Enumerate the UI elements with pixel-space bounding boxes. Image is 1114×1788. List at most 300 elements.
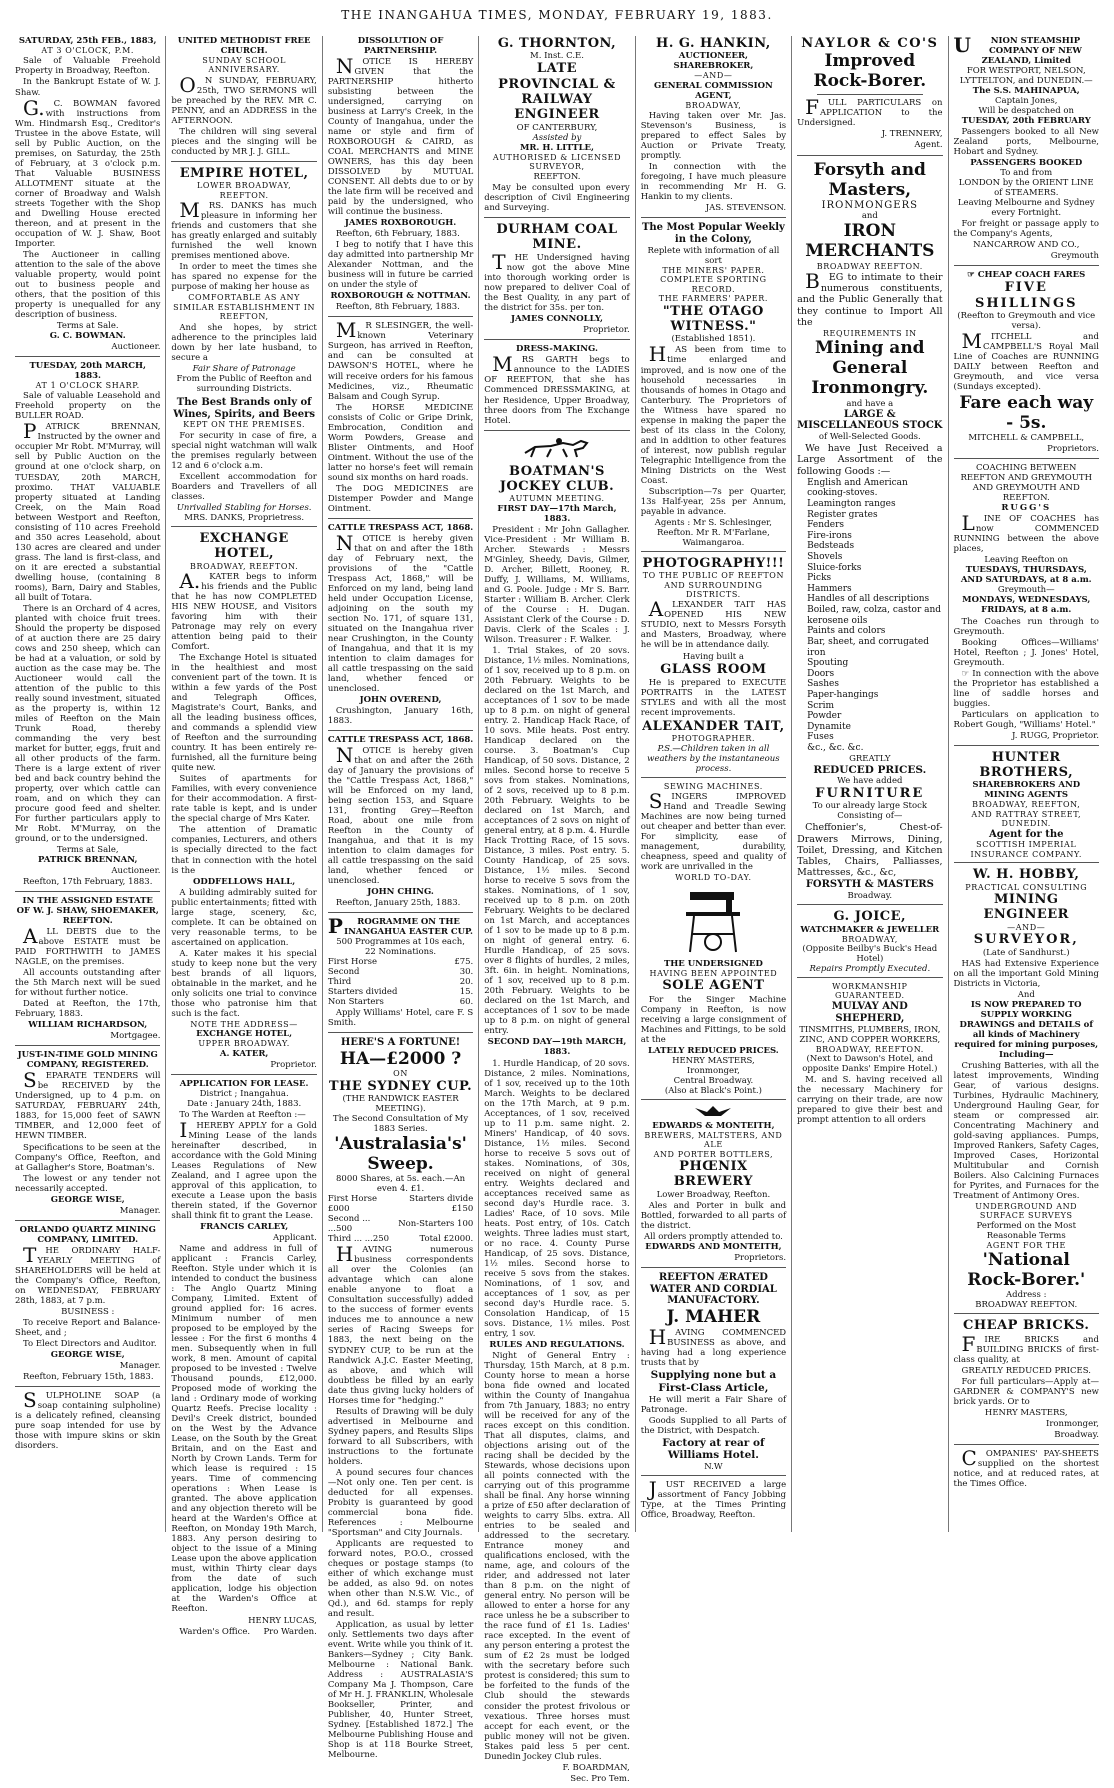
advert-union-steamship <box>953 33 1099 266</box>
notice-opposite: (Opposite Beilby's Buck's Head Hotel) <box>802 943 938 964</box>
phoenix-emblem-icon <box>693 1104 733 1118</box>
prize-value: Total £2000. <box>419 1234 474 1245</box>
list-item: English and American cooking-stoves. <box>807 477 908 499</box>
notice-body-2: The children will sing several pieces and the singing will be conducted by MR J. J. GILL. <box>171 126 317 158</box>
notice-days: TUESDAYS, THURSDAYS, AND SATURDAYS, at 8 a.m. <box>960 565 1092 586</box>
notice-body-2: For full particulars—Apply at— GARDNER & COMPANY'S new brick yards. Or to <box>953 1376 1099 1407</box>
column-3 <box>323 36 479 1761</box>
advert-hobby-engineer <box>954 867 1099 1314</box>
advert-exchange-hotel <box>171 531 316 1075</box>
notice-leave: Leaving Melbourne and Sydney every Fortnight. <box>957 198 1095 219</box>
notice-body-4: Applicants are requested to forward notes, P.O.O., crossed cheques or postage stamps (to either of which exchange must be added, as also 9d. on notes when other than N.S.W. Vic., of Qd.), and 6d. stamps for reply and result. <box>327 1538 474 1619</box>
notice-title: UNION STEAMSHIP COMPANY OF NEW ZEALAND, Limited <box>953 33 1082 67</box>
sale-subtitle: Sale of valuable Leasehold and Freehold property on the BULLER ROAD. <box>15 391 161 422</box>
table-row <box>328 1194 473 1214</box>
prize-value: 60. <box>459 997 474 1008</box>
notice-brewery: PHŒNIX BREWERY <box>673 1158 754 1190</box>
prize-label: First Horse £000 <box>327 1194 377 1215</box>
prize-label: Starters divided <box>327 987 398 998</box>
notice-furniture: FURNITURE <box>815 786 925 802</box>
notice-title: BOATMAN'S JOCKEY CLUB. <box>499 463 615 494</box>
notice-title: EXCHANGE HOTEL, <box>199 530 289 562</box>
sale-date: TUESDAY, 20th MARCH, 1883. <box>29 360 146 381</box>
notice-signature: GEORGE WISE, <box>50 1349 125 1360</box>
prize-label: Third <box>327 977 352 988</box>
notice-signature: JAS. STEVENSON. <box>705 203 787 214</box>
notice-note: NOTE THE ADDRESS— <box>190 1019 298 1029</box>
notice-address: BROADWAY, <box>841 934 898 944</box>
notice-dateline: Crushington, January 16th, 1883. <box>327 706 474 727</box>
notice-district: District ; Inangahua. <box>199 1088 289 1099</box>
notice-body-4-text: In connection with the above the Proprietor has established a line of saddle horses and buggies. <box>953 668 1099 709</box>
notice-days-2: MONDAYS, WEDNESDAYS, FRIDAYS, at 8 a.m. <box>962 595 1091 616</box>
notice-title: APPLICATION FOR LEASE. <box>179 1078 309 1089</box>
advert-methodist-church <box>171 36 316 162</box>
notice-requirements: REQUIREMENTS IN <box>822 328 917 338</box>
notice-amount: HA—£2000 ? <box>339 1049 462 1070</box>
advert-lease-application <box>171 1079 316 1641</box>
advert-mulvay-shepherd <box>797 982 942 1129</box>
notice-route: FOR WESTPORT, NELSON, LYTTELTON, and DUNEDIN.— <box>959 66 1093 87</box>
notice-role-2: GENERAL COMMISSION AGENT, <box>654 80 773 101</box>
list-item: Fenders <box>807 520 844 531</box>
brands-body: For security in case of fire, a special night watchman will walk the premises regularly between 12 and 6 o'clock a.m. <box>171 430 317 471</box>
notice-surveys: UNDERGROUND AND SURFACE SURVEYS <box>975 1201 1078 1221</box>
notice-signature: J. RUGG, Proprietor. <box>1012 730 1099 741</box>
column-4 <box>479 36 635 1784</box>
notice-signature-address: Broadway. <box>1054 1429 1099 1440</box>
notice-freight: For freight or passage apply to the Company's Agents, <box>953 219 1099 240</box>
notice-and: —AND— <box>1007 922 1046 932</box>
notice-sole-agent: SOLE AGENT <box>662 978 765 994</box>
notice-iron-merchants: IRON MERCHANTS <box>805 221 935 262</box>
advert-forsyth-masters <box>797 160 942 906</box>
notice-body: SULPHOLINE SOAP (a soap containing sulpholine) is a delicately refined, cleansing pure soap intended for use by those with impure skins or skin disorders. <box>15 1387 161 1451</box>
table-row <box>328 967 473 977</box>
notice-town: REEFTON. <box>533 171 581 182</box>
notice-signature: A. KATER, <box>219 1048 269 1059</box>
list-item: Hammers <box>807 583 852 594</box>
notice-body-3: To Elect Directors and Auditor. <box>23 1338 157 1349</box>
notice-address-2: AND RATTRAY STREET, DUNEDIN. <box>971 809 1082 829</box>
advert-jockey-club <box>484 435 629 1788</box>
notice-signature-role: Applicant. <box>272 1232 317 1243</box>
list-item: Fuses <box>807 732 834 743</box>
notice-title: EDWARDS & MONTEITH, <box>652 1120 775 1131</box>
notice-reduced: GREATLY REDUCED PRICES. <box>961 1365 1091 1376</box>
notice-signature: HENRY MASTERS, <box>672 1055 755 1066</box>
notice-agents: NANCARROW AND CO., <box>973 240 1080 251</box>
notice-body: May be consulted upon every description of Civil Engineering and Surveying. <box>484 182 630 213</box>
sale-dateline: Reefton, 17th February, 1883. <box>23 877 153 888</box>
notice-body: A.KATER begs to inform his friends and the Public that he has now COMPLETED HIS NEW HOUSE, and Visitors favoring him with their Patronage may rely on every attention being paid to their Comfort. <box>171 569 317 653</box>
notice-title: JUST-IN-TIME GOLD MINING COMPANY, REGISTERED. <box>17 1050 158 1071</box>
sewing-machine-icon <box>678 886 748 956</box>
prize-label: First Horse <box>327 957 377 968</box>
newspaper-header: THE INANGAHUA TIMES, MONDAY, FEBRUARY 19, 1883. <box>341 8 773 22</box>
notice-captain: Captain Jones, <box>995 96 1058 107</box>
notice-prices: LATELY REDUCED PRICES. <box>648 1045 779 1056</box>
notice-assistant: MR. H. LITTLE, <box>519 142 594 153</box>
notice-title: EMPIRE HOTEL, <box>179 166 309 182</box>
brands-signature: MRS. DANKS, Proprietress. <box>184 512 305 523</box>
notice-late: (Late of Sandhurst.) <box>982 947 1070 958</box>
column-1 <box>10 36 166 1532</box>
notice-title: PROGRAMME ON THE INANGAHUA EASTER CUP. <box>327 914 474 939</box>
notice-signature-role: Proprietors. <box>1047 444 1099 455</box>
sale-signature: G. C. BOWMAN. <box>49 330 126 341</box>
notice-also: (Also at Black's Point.) <box>664 1085 762 1096</box>
notice-signature-role: Proprietor. <box>583 325 630 336</box>
notice-nominations: 22 Nominations. <box>364 947 437 958</box>
notice-body-4 <box>954 669 1099 709</box>
notice-body: IHEREBY APPLY for a Gold Mining Lease of the lands hereinafter described, in accordance with the Gold Mining Leases Regulations of New Zealand, and I agree upon the approval of this application, to execute a Lease upon the basis therein stated, if the Governor shall think fit to grant the Lease. <box>171 1117 317 1221</box>
notice-appointed: HAVING BEEN APPOINTED <box>649 968 778 978</box>
notice-product: 'National Rock-Borer.' <box>967 1250 1086 1291</box>
list-item: Powder <box>807 711 842 722</box>
notice-day-2: SECOND DAY—19th MARCH, 1883. <box>487 1037 627 1058</box>
notice-body: FIRE BRICKS and BUILDING BRICKS of first-class quality, at <box>953 1331 1099 1365</box>
advert-sydney-cup-sweep <box>328 1037 473 1764</box>
prize-label: Second <box>327 967 360 978</box>
notice-greatly: GREATLY <box>849 753 891 764</box>
notice-body-2: All accounts outstanding after the 5th March next will be sued for without further notice. <box>15 968 161 999</box>
notice-to: To and from <box>1000 168 1053 179</box>
advert-pay-sheets <box>953 1445 1099 1493</box>
notice-title: DURHAM COAL MINE. <box>496 221 618 252</box>
notice-body: ALEXANDER TAIT HAS OPENED HIS NEW STUDIO, next to Messrs Forsyth and Masters, Broadway, where he will be in attendance daily. <box>640 597 787 651</box>
advert-cattle-trespass-1 <box>328 523 473 731</box>
notice-body-3: Crushing Batteries, with all the latest improvements, Winding Gear, of various designs. Turbines, Hydraulic Machinery, Underground Hauling Gear, for steam or compressed air. Concentrating Machinery and gold-saving appliances. Pumps, Improved Rankers, Safety Cages, Improved Cases, Horizontal Multitubular and Cornish Boilers. Also Calcining Furnaces for Pyrites, and Furnaces for the Treatment of Antimony Ores. <box>953 1060 1099 1201</box>
notice-body-5: Application, as usual by letter only. Settlements two days after event. Write while you think of it. Bankers—Sydney ; City Bank. Melbourne : National Bank. Address : AUSTRALASIA'S Company Ma J. Thompson, Care of Mr H. J. FRANKLIN, Wholesale Bookseller, Printer, and Publisher, 40, Hunter Street, Sydney. [Established 1872.] The Melbourne Publishing House and Shop is at 118 Bourke Street, Melbourne. <box>327 1619 474 1761</box>
advert-dissolution <box>328 36 473 317</box>
column-2 <box>166 36 322 1637</box>
notice-title: SEWING MACHINES. <box>663 781 763 791</box>
notice-body-5: Fair Share of Patronage <box>192 363 296 374</box>
advert-thornton-engineer <box>484 36 629 218</box>
notice-product: Improved Rock-Borer. <box>813 51 927 92</box>
notice-body: COMPANIES' PAY-SHEETS supplied on the shortest notice, and at reduced rates, at the Times Office. <box>953 1445 1099 1489</box>
notice-town: Greymouth <box>1050 251 1099 262</box>
notice-body: HAS been from time to time enlarged and improved, and is now one of the household necessaries in thousands of homes in Otago and Canterbury. The Proprietors of the Witness have spared no expense in making the paper the best of its class in the Colony, and in addition to other features of interest, now publish regular Telegraphic Intelligence from the Mining Districts on the West Coast. <box>640 342 787 486</box>
notice-title: G. THORNTON, <box>497 36 617 51</box>
notice-signature: FRANCIS CARLEY, <box>200 1221 289 1232</box>
sale-time: AT 1 O'CLOCK SHARP. <box>35 380 140 390</box>
office-name: Warden's Office. <box>179 1626 251 1637</box>
notice-paper-name: "THE OTAGO WITNESS." <box>662 303 764 335</box>
notice-body-6: A. Kater makes it his special study to keep none but the very best brands of all liquors, obtainable in the market, and he only solicits one trial to convince those who patronise him that such is the fact. <box>171 948 317 1019</box>
notice-body-2: Having built a <box>682 651 744 662</box>
table-row <box>328 987 473 997</box>
table-row <box>328 997 473 1007</box>
prize-table <box>328 1194 473 1244</box>
notice-body: MRS. DANKS has much pleasure in informing her friends and customers that she has greatly enlarged and suitably furnished the well known premises mentioned above. <box>171 198 317 262</box>
list-item: Paper-hangings <box>807 689 879 700</box>
notice-races-2: 1. Hurdle Handicap, of 20 sovs. Distance, 2 miles. Nominations, of 1 sov, received up to the 10th March. Weights to be declared on the 17th March, at 9 p.m. Acceptances, of 1 sov, received up to 11 p.m. same night. 2. Miners' Handicap, of 40 sovs. Distance, 1½ miles. Second horse to receive 5 sovs out of stakes. Nominations, of 30s, received on night of general entry. Weights declared and acceptances received same as second day's Hurdle race. 3. Ladies' Race, of 10 sovs. Mile heats. Post entry, of 10s. Catch weights. Three ladies must start, or no race. 4. County Purse Handicap, of 25 sovs. Distance, 1½ miles. Second horse to receive 5 sovs from the stakes. Nominations, of 1 sov, and acceptances of 1 sov, as per second day's Hurdle race. 5. Consolation Handicap, of 15 sovs. Distance, 1½ miles. Post entry, 1 sov. <box>484 1058 630 1339</box>
notice-body-2: I beg to notify that I have this day admitted into partnership Mr Alexander Nottman, and the business will in future be carried on under the style of <box>327 240 474 291</box>
notice-subtitle: (THE RANDWICK EASTER MEETING). <box>342 1094 459 1115</box>
notice-and: —AND— <box>694 71 733 81</box>
notice-title: H. G. HANKIN, <box>656 36 771 51</box>
notice-body: Ales and Porter in bulk and Bottled, forwarded to all parts of the district. <box>640 1200 787 1231</box>
notice-dateline-2: Reefton, 8th February, 1883. <box>335 302 460 313</box>
notice-body: M. and S. having received all the necessary Machinery for carrying on their trade, are now prepared to give their best and prompt attention to all orders <box>797 1075 943 1126</box>
list-item: Scrim <box>807 700 835 711</box>
notice-reduced: REDUCED PRICES. <box>813 763 927 776</box>
notice-body: BEG to intimate to their numerous constituents, and the Public Generally that they continue to Import All the <box>797 268 943 328</box>
advert-dressmaking <box>484 344 629 430</box>
notice-body-3: Booking Offices—Williams' Hotel, Reefton ; J. Jones' Hotel, Greymouth. <box>953 637 1099 668</box>
list-item: Dynamite <box>807 721 851 732</box>
brands-body-2: Excellent accommodation for Boarders and Travellers of all classes. <box>171 471 317 502</box>
notice-body-2: He will merit a Fair Share of Patronage. <box>640 1395 787 1416</box>
notice-body: NOTICE is hereby given that on and after the 26th day of January the provisions of the "Cattle Trespass Act, 1868," will be Enforced on my land, being section 153, and Square 131, fronting Grey—Reefton Road, about one mile from Reefton in the County of Inangahua, and that it is my intention to claim damages for all cattle trespassing on the said land, whether fenced or unenclosed. <box>327 743 474 887</box>
notice-and-2: And <box>1017 989 1035 1000</box>
notice-title: CHEAP BRICKS. <box>963 1318 1090 1334</box>
furniture-list: Cheffonier's, Chest-of-Drawers Mirrows, Dining, Toilet, Dressing, and Kitchen Tables, Chairs, Palliasses, Mattresses, &c., &c, <box>797 822 943 879</box>
notice-signature-role: Proprietor. <box>270 1059 317 1070</box>
notice-body: HAS had Extensive Experience on all the important Gold Mining Districts in Victoria, <box>953 958 1099 989</box>
table-row <box>328 957 473 967</box>
notice-despatch: Will be despatched on <box>978 106 1074 117</box>
notice-title: CATTLE TRESPASS ACT, 1868. <box>327 522 474 533</box>
notice-terms: Performed on the Most Reasonable Terms <box>976 1220 1076 1241</box>
notice-body: ON SUNDAY, FEBRUARY, 25th, TWO SERMONS will be preached by the REV. MR C. PENNY, and an ADDRESS in the AFTERNOON. <box>171 72 317 126</box>
notice-subtitle: LOWER BROADWAY, REEFTON. <box>197 181 292 200</box>
notice-date: TUESDAY, 20th FEBRUARY <box>961 116 1091 127</box>
notice-body: THE Undersigned having now got the above Mine into thorough working order is now prepared to deliver Coal of the Best Quality, in any part of the district for 35s. per ton. <box>484 250 630 314</box>
notice-body-3: He is prepared to EXECUTE PORTRAITS in the LATEST STYLES and with all the most recent improvements. <box>640 677 787 718</box>
notice-repairs: Repairs Promptly Executed. <box>809 964 931 975</box>
notice-address: BROADWAY, <box>685 100 742 110</box>
list-item: Spouting <box>807 658 849 669</box>
notice-signature-role: Mortgagee. <box>110 1031 161 1042</box>
divider <box>817 94 922 95</box>
list-item: Register grates <box>807 509 878 520</box>
notice-location: (Next to Dawson's Hotel, and opposite Danks' Empire Hotel.) <box>802 1053 938 1074</box>
notice-agent: Agent for the <box>989 828 1064 840</box>
advert-justintime-tender <box>15 1050 160 1220</box>
notice-factory: Factory at rear of Williams Hotel. <box>662 1437 765 1462</box>
notice-address: Lower Broadway, Reefton. <box>656 1189 771 1200</box>
notice-greymouth: Greymouth— <box>997 585 1055 596</box>
sale-signature-role: Auctioneer. <box>111 341 161 352</box>
notice-subtitle: AUTUMN MEETING. <box>509 494 605 504</box>
goods-list <box>797 478 942 754</box>
notice-body: Passengers booked to all New Zealand ports, Melbourne, Hobart and Sydney. <box>953 127 1099 158</box>
notice-licence: AUTHORISED & LICENSED SURVEYOR, <box>492 152 622 172</box>
notice-body: SEPARATE TENDERS will be RECEIVED by the Undersigned, up to 4 p.m. on SATURDAY, FEBRUARY 24th, 1883, for 15,000 feet of SAWN TIMBER, and 12,000 feet of HEWN TIMBER. <box>15 1068 161 1142</box>
notice-body-3: COMFORTABLE AS ANY SIMILAR ESTABLISHMENT IN REEFTON, <box>173 293 316 322</box>
advert-aerated-water <box>641 1272 786 1476</box>
advert-sewing-machines <box>641 782 786 1100</box>
newspaper-page <box>10 33 1104 1784</box>
notice-shares: 8000 Shares, at 5s. each.—An even 4. £1. <box>336 1174 466 1195</box>
prize-value: 15. <box>459 987 474 998</box>
notice-insurance: SCOTTISH IMPERIAL INSURANCE COMPANY. <box>970 840 1083 859</box>
notice-business: BUSINESS : <box>61 1306 115 1317</box>
notice-signature-role: Sec. Pro Tem. <box>570 1773 630 1784</box>
notice-have: and have a <box>846 398 894 409</box>
advert-cheap-coach <box>954 270 1099 459</box>
table-row <box>328 1234 473 1244</box>
notice-subtitle: Replete with information of all sort <box>647 246 780 267</box>
list-item: Handles of all descriptions <box>807 594 930 605</box>
notice-signature: JAMES CONNOLLY, <box>510 314 603 325</box>
notice-stock-2: To our already large Stock Consisting of— <box>812 801 927 822</box>
advert-bowman-sale <box>15 36 160 357</box>
notice-address-label: Address : <box>1006 1290 1047 1301</box>
notice-established: (Established 1851). <box>671 334 756 345</box>
notice-title: COACHING BETWEEN REEFTON AND GREYMOUTH AND GREYMOUTH AND REEFTON. <box>960 463 1092 504</box>
notice-body-2: The HORSE MEDICINE consists of Colic or Gripe Drink, Embrocation, Condition and Worm Powders, Grease and Blister Ointments, and Hoof Ointment. Without the use of the latter no horse's feet will remain sound six months on hard roads. <box>327 402 474 483</box>
advert-shaw-estate <box>15 896 160 1046</box>
advert-photography <box>641 556 786 778</box>
notice-body-2: For the Singer Machine Company in Reefton, is now receiving a large consignment of Machines and Fittings, to be sold at the <box>640 994 787 1045</box>
notice-title: HUNTER BROTHERS, <box>979 749 1074 781</box>
notice-body-2: In order to meet the times she has spared no expense for the purpose of making her house as <box>171 262 317 293</box>
notice-guarantee: WORKMANSHIP GUARANTEED. <box>832 982 908 1001</box>
notice-subtitle: TO THE PUBLIC OF REEFTON AND SURROUNDING DISTRICTS. <box>642 571 785 599</box>
prize-label: Non Starters <box>327 997 384 1008</box>
notice-signature-role: Agent. <box>914 140 943 151</box>
notice-undersigned: THE UNDERSIGNED <box>663 958 763 969</box>
notice-nw: N.W <box>704 1461 723 1472</box>
brands-body-3: Unrivalled Stabling for Horses. <box>176 502 312 513</box>
column-5 <box>636 36 792 1532</box>
notice-title: DRESS-MAKING. <box>516 344 598 355</box>
list-item: Bedsteads <box>807 541 855 552</box>
list-item: Doors <box>807 668 835 679</box>
notice-body: NOTICE IS HEREBY GIVEN that the PARTNERSHIP hitherto subsisting between the undersigned, carrying on business at Larry's Creek, in the County of Inangahua, under the name or style and firm of ROXBOROUGH & CAIRD, as COAL MERCHANTS and MINE OWNERS, has this day been DISSOLVED by MUTUAL CONSENT. All debts due to or by the late firm will be received and paid by the undersigned, who will continue the business. <box>327 54 474 218</box>
sale-subtitle: Sale of Valuable Freehold Property in Broadway, Reefton. <box>15 56 161 77</box>
notice-officials: President : Mr John Gallagher. Vice-President : Mr William B. Archer. Stewards : Messrs M'Ginley, Sheedy, Davis, Gilmer, D. Archer, Billett, Rooney, R. Duffy, J. Williams, M. Williams, and G. Poole. Judge : Mr S. Barr. Starter : William B. Archer. Clerk of the Course : H. Dugan. Assistant Clerk of the Course : D. Davis. Clerk of the Scales : J. Wilson. Treasurer : F. Walker. <box>484 524 630 645</box>
sale-body: PATRICK BRENNAN, Instructed by the owner and occupier Mr Robt. M'Murray, will sell by Public Auction on the ground at one o'clock sharp, on TUESDAY, 20th MARCH, proximo. THAT VALUABLE property situated at Landing Creek, on the Main Road between Westport and Reefton, consisting of 110 acres Freehold and 350 acres Leasehold, about 130 acres are cleared and under grass. The land is first-class, and on it are erected a substantial dwelling house, (containing 8 rooms), Barn, Dairy and Stables, all built of Totara. <box>15 419 161 603</box>
racehorse-icon <box>517 435 597 461</box>
notice-firm: ROXBOROUGH & NOTTMAN. <box>330 291 471 302</box>
sale-signature-role: Auctioneer. <box>111 866 161 877</box>
notice-title: CATTLE TRESPASS ACT, 1868. <box>327 735 474 746</box>
notice-signature-role: PHOTOGRAPHER. <box>671 734 756 744</box>
notice-mining: Mining and General Ironmongry. <box>811 338 929 399</box>
notice-to: To The Warden at Reefton :— <box>179 1109 306 1120</box>
notice-role: MINING ENGINEER <box>983 892 1069 923</box>
list-item: Sashes <box>807 679 840 690</box>
notice-address: BROADWAY REEFTON. <box>816 261 923 271</box>
notice-body: SINGERS IMPROVED Hand and Treadle Sewing Machines are now being turned out cheaper and better than ever. For simplicity, ease of management, durability, cheapness, speed and quality of work are unrivalled in the <box>640 789 787 873</box>
notice-signature-2: HENRY LUCAS, <box>248 1615 317 1626</box>
notice-dateline: Reefton, January 25th, 1883. <box>335 898 461 909</box>
notice-signature-role: Manager. <box>119 1205 161 1216</box>
notice-signature: JOHN CHING. <box>367 887 434 898</box>
notice-fare: Fare each way - 5s. <box>959 393 1094 434</box>
sale-body-2: There is an Orchard of 4 acres, planted with choice fruit trees. Should the property be disposed of at auction there are 25 dairy cows and 250 sheep, which can be had at a valuation, or sold by auction as the case may be. The Auctioneer would call the attention of the public to this really sound investment, situated as the property is, within 12 miles of Reefton on the Main Trunk Road, thereby commanding the very best market for butter, eggs, fruit and all other products of the farm. There is a large extent of river bed and back country behind the property, over which cattle can roam, and on which they can procure good feed and shelter. For further particulars apply to Mr Robt. M'Murray, on the ground, or to the undersigned. <box>15 603 161 845</box>
list-item: Paints and colors <box>807 626 886 637</box>
notice-body-2: Results of Drawing will be duly advertised in Melbourne and Sydney papers, and Results Slips forward to all Subscribers, with instructions to the fortunate holders. <box>327 1406 474 1467</box>
notice-title: The Most Popular Weekly in the Colony, <box>641 222 785 246</box>
notice-body: MITCHELL and CAMPBELL'S Royal Mail Line of Coaches are RUNNING DAILY between Reefton and Greymouth, and vice versa (Sundays excepted). <box>953 329 1099 393</box>
notice-day: FIRST DAY—17th March, 1883. <box>497 503 617 524</box>
notice-body-2: Name and address in full of applicant : Francis Carley, Reefton. Style under which it is intended to conduct the business : The Anglo Quartz Mining Company, Limited. Extent of ground applied for: 16 acres. Minimum number of men proposed to be employed by the lessee : For the first 6 months 4 men. Subsequently when in full work, 8 men. Amount of capital proposed to be invested : Twelve Thousand pounds, £12,000. Proposed mode of working the land : Ordinary mode of working Quartz Reefs. Precise locality : Devil's Creek district, bounded on the West by the Advance Lease, on the South by the Great Britain, and on the East and North by Crown Lands. Term for which lease is required : 15 years. Time of commencing operations : When Lease is granted. The above application and any objection thereto will be heard at the Warden's Office at Reefton, on Monday 19th March, 1883. Any person desiring to object to the issue of a Mining Lease upon the above application must, within Thirty clear days from the date of such application, lodge his objection at the Warden's Office at Reefton. <box>171 1243 317 1615</box>
notice-signature: FORSYTH & MASTERS <box>805 879 934 891</box>
list-item: Shovels <box>807 552 843 563</box>
notice-body-5: Particulars on application to Robert Gough, "Williams' Hotel." <box>953 709 1099 730</box>
list-item: Boiled, raw, colza, castor and kerosene oils <box>807 605 942 626</box>
notice-body-3: The lowest or any tender not necessarily accepted. <box>15 1173 161 1194</box>
notice-subtitle-2: UPPER BROADWAY. <box>198 1039 290 1049</box>
notice-address: BROADWAY REEFTON. <box>975 1300 1078 1311</box>
list-item: Sluice-forks <box>807 562 862 573</box>
sale-body-2: The Auctioneer in calling attention to the sale of the above valuable property, would point out to business people and others, that the position of this property is unequalled for any description of business. <box>15 249 161 320</box>
column-7 <box>949 33 1104 1532</box>
notice-body: MR SLESINGER, the well-known Veterinary Surgeon, has arrived in Reefton, and can be consulted at DAWSON'S HOTEL, where he will receive orders for his famous Medicines, viz., Rheumatic Balsam and Cough Syrup. <box>327 318 474 402</box>
notice-body-3: Suites of apartments for Families, with every convenience for their accommodation. A first-rate table is kept, and is under the special charge of Mrs Kater. <box>171 774 317 825</box>
notice-body: Apply Williams' Hotel, care F. S Smith. <box>327 1008 474 1029</box>
sale-estate: In the Bankrupt Estate of W. J. Shaw. <box>15 77 161 98</box>
notice-signature: WILLIAM RICHARDSON, <box>28 1020 148 1031</box>
advert-durham-coal <box>484 222 629 341</box>
notice-price: FIVE SHILLINGS <box>974 280 1078 311</box>
notice-sporting: COMPLETE SPORTING RECORD. <box>660 275 767 294</box>
notice-rules-title: RULES AND REGULATIONS. <box>489 1339 625 1350</box>
advert-fancy-type <box>640 1476 787 1524</box>
notice-subtitle: SUNDAY SCHOOL ANNIVERSARY. <box>202 56 286 75</box>
notice-dateline: Reefton, February 15th, 1883. <box>23 1371 154 1382</box>
advert-edwards-monteith <box>641 1104 786 1268</box>
notice-body-4: The attention of Dramatic companies, Lecturers, and others is specially directed to the fact that in connection with the hotel is the <box>171 825 317 876</box>
notice-role: LATE PROVINCIAL & RAILWAY ENGINEER <box>498 61 616 123</box>
advert-veterinary <box>327 318 474 518</box>
notice-body-2: Specifications to be seen at the Company's Office, Reefton, and at Gallagher's Store, Boatman's. <box>15 1142 161 1173</box>
sale-terms: Terms at Sale, <box>56 845 119 856</box>
notice-signature: F. BOARDMAN, <box>562 1762 630 1773</box>
notice-body: Having taken over Mr. Jas. Stevenson's Business, is prepared to effect Sales by Auction or Private Treaty, promptly. <box>640 111 787 162</box>
notice-ironmongers: IRONMONGERS <box>821 199 918 211</box>
notice-signature: GEORGE WISE, <box>50 1194 125 1205</box>
notice-agents: Agents : Mr S. Schlesinger, Reefton. Mr R. M'Farlane, Waimangaroa. <box>654 517 772 548</box>
prize-table <box>328 957 473 1007</box>
notice-title: ORLANDO QUARTZ MINING COMPANY, LIMITED. <box>19 1224 156 1245</box>
notice-title-text: CHEAP COACH FARES <box>977 270 1086 281</box>
notice-region: OF CANTERBURY, <box>516 122 598 133</box>
notice-body: THE ORDINARY HALF-YEARLY MEETING of SHAREHOLDERS will be held at the Company's Office, Reefton, on WEDNESDAY, FEBRUARY 28th, 1883, at 7 p.m. <box>15 1242 161 1306</box>
notice-london: LONDON by the ORIENT LINE of STEAMERS. <box>958 178 1094 199</box>
notice-signature-role: Proprietors. <box>734 1252 787 1263</box>
list-item: Bar, sheet, and corrugated iron <box>807 636 930 658</box>
list-item: Fire-irons <box>807 530 852 541</box>
notice-subtitle: M. Inst. C.E. <box>530 51 584 62</box>
notice-subtitle: BREWERS, MALTSTERS, AND ALE <box>644 1130 783 1150</box>
advert-hunter-brothers <box>954 750 1099 864</box>
notice-proprietor: J. MAHER <box>666 1307 761 1328</box>
notice-body-4: And she hopes, by strict adherence to the principles laid down by her late husband, to secure a <box>171 322 317 363</box>
advert-empire-hotel <box>171 166 316 527</box>
notice-body-5: A building admirably suited for public entertainments; fitted with large stage, scenery, &c, complete. It can be obtained on very reasonable terms, to be ascertained on application. <box>171 887 317 948</box>
notice-body: HAVING COMMENCED BUSINESS as above, and having had a long experience trusts that by <box>640 1325 787 1369</box>
notice-body: ALL DEBTS due to the above ESTATE must be PAID FORTHWITH to JAMES NAGLE, on the premises. <box>15 924 161 968</box>
notice-subtitle: BROADWAY, REEFTON. <box>190 561 299 571</box>
notice-body-2: In connection with the foregoing, I have much pleasure in recommending Mr H. G. Hankin to my clients. <box>640 162 787 203</box>
notice-body: MRS GARTH begs to announce to the LADIES OF REEFTON, that she has Commenced DRESSMAKING, at her Residence, Upper Broadway, three doors from The Exchange Hotel. <box>484 352 630 426</box>
notice-subtitle: (Reefton to Greymouth and vice versa). <box>957 311 1096 332</box>
notice-office <box>171 1627 316 1637</box>
notice-brand: RUGG'S <box>1001 503 1052 514</box>
notice-title: REEFTON ÆRATED WATER AND CORDIAL MANUFACTORY. <box>649 1271 777 1307</box>
notice-body-2: The Exchange Hotel is situated in the healthiest and most convenient part of the town. It is within a few yards of the Post and Telegraph Offices, Magistrate's Court, Banks, and all the leading business offices, and commands a splendid view of Reefton and the surrounding country. It has been entirely re-furnished, all the furniture being quite new. <box>171 653 317 774</box>
prize-label: Third ... ...250 <box>327 1234 390 1245</box>
notice-passengers: PASSENGERS BOOKED <box>970 158 1083 169</box>
notice-title: W. H. HOBBY, <box>973 867 1080 883</box>
